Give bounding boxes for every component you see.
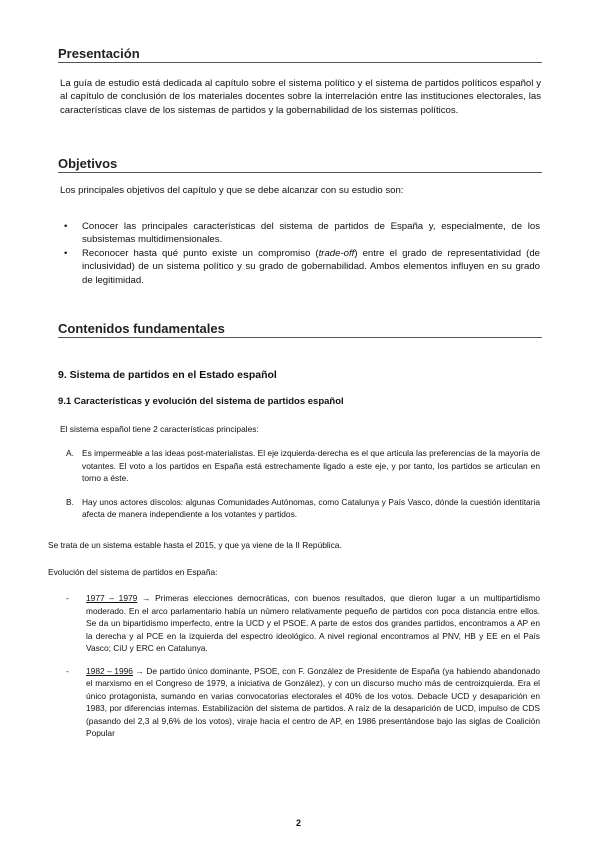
bullet-icon: • bbox=[64, 221, 68, 232]
arrow-icon: → bbox=[142, 593, 151, 603]
periods-list bbox=[66, 592, 540, 740]
presentacion-heading: Presentación bbox=[58, 46, 542, 63]
objetivos-intro: Los principales objetivos del capítulo y que se debe alcanzar con su estudio son: bbox=[60, 185, 404, 196]
bullet-icon: • bbox=[64, 247, 68, 259]
list-marker: B. bbox=[66, 496, 74, 507]
characteristic-item bbox=[66, 447, 540, 485]
contenidos-heading: Contenidos fundamentales bbox=[58, 321, 542, 338]
period-item bbox=[66, 592, 540, 655]
characteristics-intro: El sistema español tiene 2 características principales: bbox=[60, 424, 259, 434]
period-range: 1977 – 1979 bbox=[86, 593, 138, 603]
period-text: Primeras elecciones democráticas, con buenos resultados, que dieron lugar a un multipartidismo moderado. En el arco parlamentario había un número relativamente pequeño de partidos con poca distancia entre ellos. Se da un bipartidismo imperfecto, entre la UCD y el PSOE. A parte de estos dos grandes partidos, encontramos a AP en la derecha y al PCE en la izquierda del espectro ideológico. A nivel regional encontramos al PNV, HB y EE en el País Vasco; CiU y ERC en Catalunya. bbox=[86, 593, 541, 653]
objetivo-text-before: Reconocer hasta qué punto existe un compromiso ( bbox=[82, 247, 319, 259]
objetivos-list bbox=[62, 220, 540, 287]
evolution-intro: Evolución del sistema de partidos en España: bbox=[48, 567, 218, 577]
objetivo-item bbox=[62, 247, 540, 287]
period-text: De partido único dominante, PSOE, con F. González de Presidente de España (ya habiendo abandonado el marxismo en el Congreso de 1979, a iniciativa de González), y con un discurso mucho más de centroizquierda. Era el único protagonista, sumando en varias convocatorias electorales el 40% de los votos. Debacle UCD y desaparición en 1983, por diferencias internas. Estabilización del sistema de partidos. A raíz de la desaparición de UCD, impulso de CDS (pasando del 2,3 al 9,6% de los votos), viraje hacia el centro de AP, en 1986 presentándose bajo las siglas de Coalición Popular bbox=[86, 665, 541, 738]
period-item bbox=[66, 665, 540, 740]
characteristics-list bbox=[66, 447, 540, 521]
list-marker: - bbox=[66, 593, 69, 603]
period-range: 1982 – 1996 bbox=[86, 665, 133, 676]
objetivo-text: Conocer las principales características del sistema de partidos de España y, especialmente, de los subsistemas multidimensionales. bbox=[82, 221, 540, 246]
objetivos-heading: Objetivos bbox=[58, 156, 542, 173]
section-title: 9. Sistema de partidos en el Estado español bbox=[58, 369, 277, 381]
stable-note: Se trata de un sistema estable hasta el 2015, y que ya viene de la II República. bbox=[48, 540, 342, 550]
objetivo-text-after: ) entre el grado de representatividad (de inclusividad) de un sistema político y su grado de gobernabilidad. Ambos elementos influyen en su grado de legitimidad. bbox=[82, 247, 540, 286]
characteristic-item bbox=[66, 496, 540, 521]
subsection-title: 9.1 Características y evolución del sistema de partidos español bbox=[58, 396, 344, 407]
presentacion-text: La guía de estudio está dedicada al capítulo sobre el sistema político y el sistema de partidos políticos español y al capítulo de conclusión de los materiales docentes sobre la interrelación entre las instituciones electorales, las características clave de los sistemas de partidos y la gobernabilidad de los sistemas políticos. bbox=[60, 78, 541, 116]
characteristic-text: Hay unos actores díscolos: algunas Comunidades Autónomas, como Catalunya y País Vasco, dónde la cuestión identitaria afecta de manera independiente a los votantes y partidos. bbox=[82, 496, 540, 519]
page-number: 2 bbox=[296, 818, 302, 828]
list-marker: A. bbox=[66, 448, 74, 458]
list-marker: - bbox=[66, 665, 69, 676]
arrow-icon: → bbox=[135, 665, 144, 676]
characteristic-text: Es impermeable a las ideas post-materialistas. El eje izquierda-derecha es el que articula las preferencias de la mayoría de votantes. El voto a los partidos en España está estrechamente ligado a este eje, y por tanto, los partidos se articulan en torno a éste. bbox=[82, 448, 540, 483]
objetivo-item bbox=[62, 220, 540, 247]
objetivo-text-em: trade-off bbox=[318, 247, 355, 259]
